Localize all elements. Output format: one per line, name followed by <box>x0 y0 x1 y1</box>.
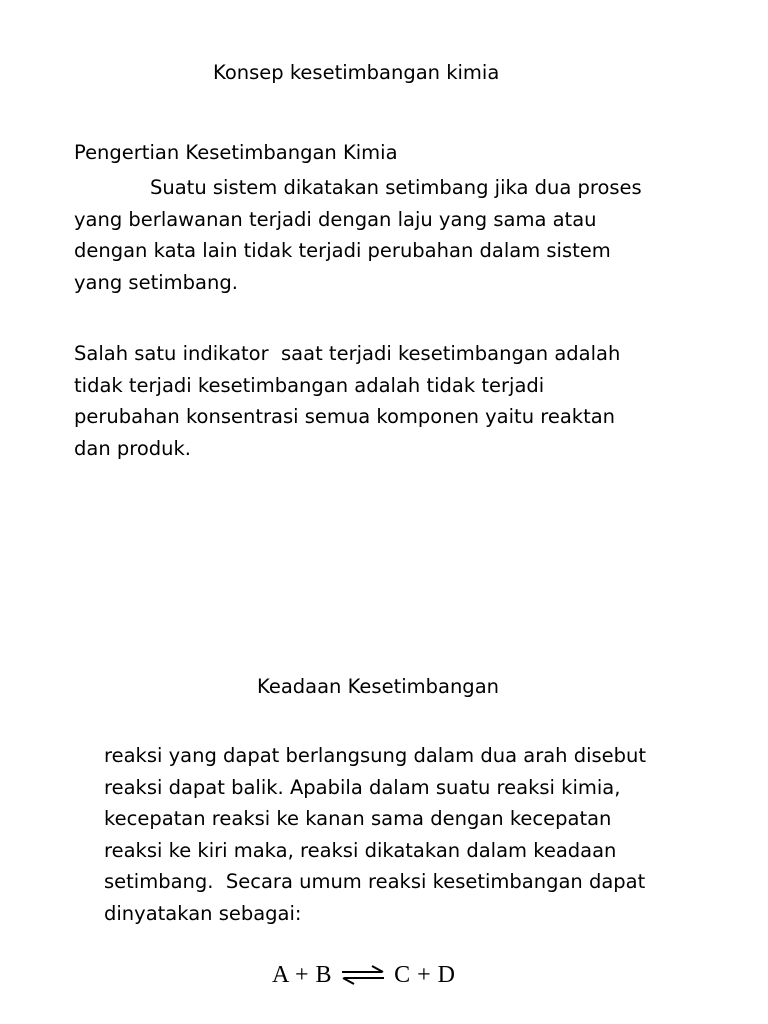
section-heading-pengertian: Pengertian Kesetimbangan Kimia <box>74 141 398 164</box>
paragraph-indicator <box>74 338 620 464</box>
paragraph-line: yang berlawanan terjadi dengan laju yang sama atau <box>74 207 597 231</box>
paragraph-line: perubahan konsentrasi semua komponen yaitu reaktan <box>74 405 616 428</box>
paragraph-line: setimbang. Secara umum reaksi kesetimbangan dapat <box>104 870 646 893</box>
paragraph-line: dan produk. <box>74 436 192 460</box>
document-title: Konsep kesetimbangan kimia <box>213 61 500 84</box>
paragraph-line: dinyatakan sebagai: <box>104 901 302 925</box>
paragraph-line: dengan kata lain tidak terjadi perubahan dalam sistem <box>74 239 611 262</box>
equation-reactants: A + B <box>272 961 333 988</box>
equilibrium-arrows-icon <box>340 965 386 985</box>
paragraph-line: Salah satu indikator saat terjadi kesetimbangan adalah <box>74 342 621 365</box>
paragraph-equilibrium-state <box>104 740 646 929</box>
paragraph-line: yang setimbang. <box>74 270 238 294</box>
paragraph-line: reaksi yang dapat berlangsung dalam dua arah disebut <box>104 744 647 767</box>
equation-products: C + D <box>394 961 456 988</box>
equilibrium-equation <box>272 955 455 995</box>
paragraph-line: kecepatan reaksi ke kanan sama dengan kecepatan <box>104 807 612 830</box>
paragraph-line: Suatu sistem dikatakan setimbang jika dua proses <box>150 176 642 199</box>
paragraph-definition <box>74 172 642 298</box>
paragraph-line: reaksi ke kiri maka, reaksi dikatakan dalam keadaan <box>104 838 617 862</box>
section-heading-keadaan: Keadaan Kesetimbangan <box>257 675 499 698</box>
paragraph-line: reaksi dapat balik. Apabila dalam suatu reaksi kimia, <box>104 775 621 799</box>
paragraph-line: tidak terjadi kesetimbangan adalah tidak terjadi <box>74 373 545 397</box>
